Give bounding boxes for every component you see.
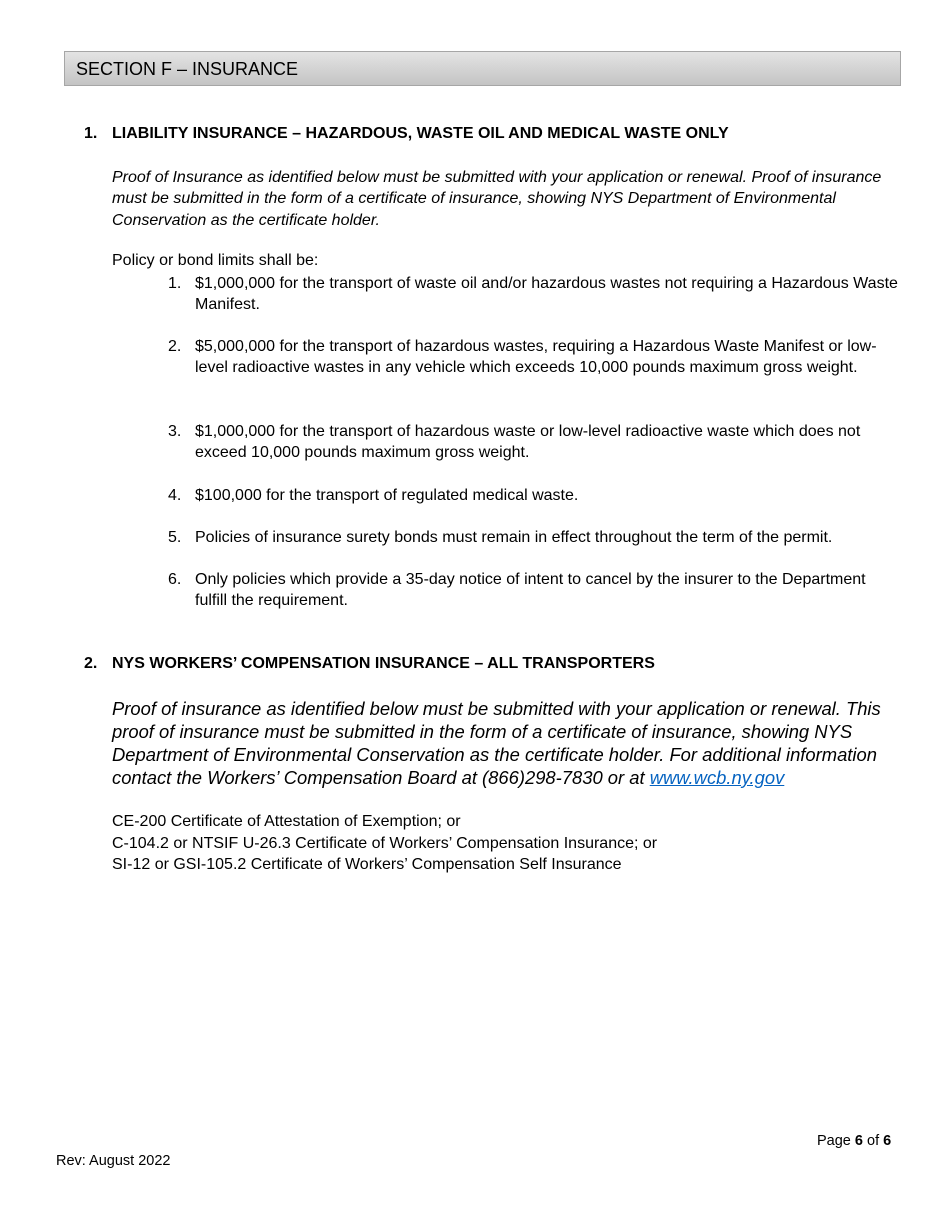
- certificate-item: C-104.2 or NTSIF U-26.3 Certificate of Workers’ Compensation Insurance; or: [112, 834, 658, 852]
- limits-label: Policy or bond limits shall be:: [112, 252, 319, 269]
- list-item-number: 5.: [168, 529, 182, 546]
- workers-comp-intro-text: Proof of insurance as identified below must be submitted with your application or renewal. This proof of insurance must be submitted in the form of a certificate of insurance, showing NYS Department of Environmental Conservation as the certificate holder. For additional information contact the Workers’ Compensation Board at (866)298-7830 or at: [112, 698, 881, 788]
- page-current: 6: [854, 1133, 863, 1149]
- list-item-number: 1.: [168, 275, 182, 292]
- list-item-text: Policies of insurance surety bonds must remain in effect throughout the term of the permit.: [195, 529, 833, 546]
- page-of: of: [862, 1133, 884, 1149]
- list-item-number: 6.: [168, 571, 182, 588]
- page-total: 6: [883, 1133, 892, 1149]
- workers-comp-intro: [112, 697, 904, 789]
- certificate-item: SI-12 or GSI-105.2 Certificate of Workers’ Compensation Self Insurance: [112, 856, 622, 873]
- section-header: [64, 51, 901, 86]
- workers-comp-heading: [84, 655, 655, 673]
- list-item: [168, 421, 902, 464]
- list-item: [168, 485, 902, 506]
- liability-intro: Proof of Insurance as identified below must be submitted with your application or renewal. Proof of insurance must be submitted in the form of a certificate of insurance, showing NYS Department of Environmental Conservation as the certificate holder.: [112, 169, 882, 229]
- list-item-number: 3.: [168, 423, 182, 440]
- liability-heading: [84, 125, 729, 143]
- liability-heading-number: 1.: [84, 125, 98, 142]
- section-title: SECTION F – INSURANCE: [76, 59, 299, 79]
- workers-comp-heading-number: 2.: [84, 655, 98, 672]
- list-item-text: $1,000,000 for the transport of waste oil and/or hazardous wastes not requiring a Hazardous Waste Manifest.: [195, 275, 898, 314]
- certificate-item: CE-200 Certificate of Attestation of Exemption; or: [112, 813, 461, 830]
- list-item: [168, 569, 902, 612]
- liability-heading-text: LIABILITY INSURANCE – HAZARDOUS, WASTE OIL AND MEDICAL WASTE ONLY: [112, 125, 729, 142]
- list-item-text: $100,000 for the transport of regulated medical waste.: [195, 487, 579, 504]
- list-item-text: $1,000,000 for the transport of hazardous waste or low-level radioactive waste which does not exceed 10,000 pounds maximum gross weight.: [195, 423, 861, 462]
- list-item: [168, 273, 902, 316]
- list-item-text: Only policies which provide a 35-day notice of intent to cancel by the insurer to the Department fulfill the requirement.: [195, 571, 866, 610]
- workers-comp-heading-text: NYS WORKERS’ COMPENSATION INSURANCE – ALL TRANSPORTERS: [112, 655, 655, 672]
- wcb-link[interactable]: www.wcb.ny.gov: [649, 767, 785, 788]
- page-number: [817, 1133, 891, 1149]
- list-item-number: 4.: [168, 487, 182, 504]
- list-item-number: 2.: [168, 338, 182, 355]
- list-item: [168, 527, 902, 548]
- revision-date: Rev: August 2022: [56, 1153, 171, 1169]
- list-item: [168, 336, 902, 379]
- certificate-list: [112, 811, 657, 876]
- list-item-text: $5,000,000 for the transport of hazardous wastes, requiring a Hazardous Waste Manifest or low-level radioactive wastes in any vehicle which exceeds 10,000 pounds maximum gross weight.: [195, 338, 877, 377]
- page-prefix: Page: [817, 1133, 855, 1149]
